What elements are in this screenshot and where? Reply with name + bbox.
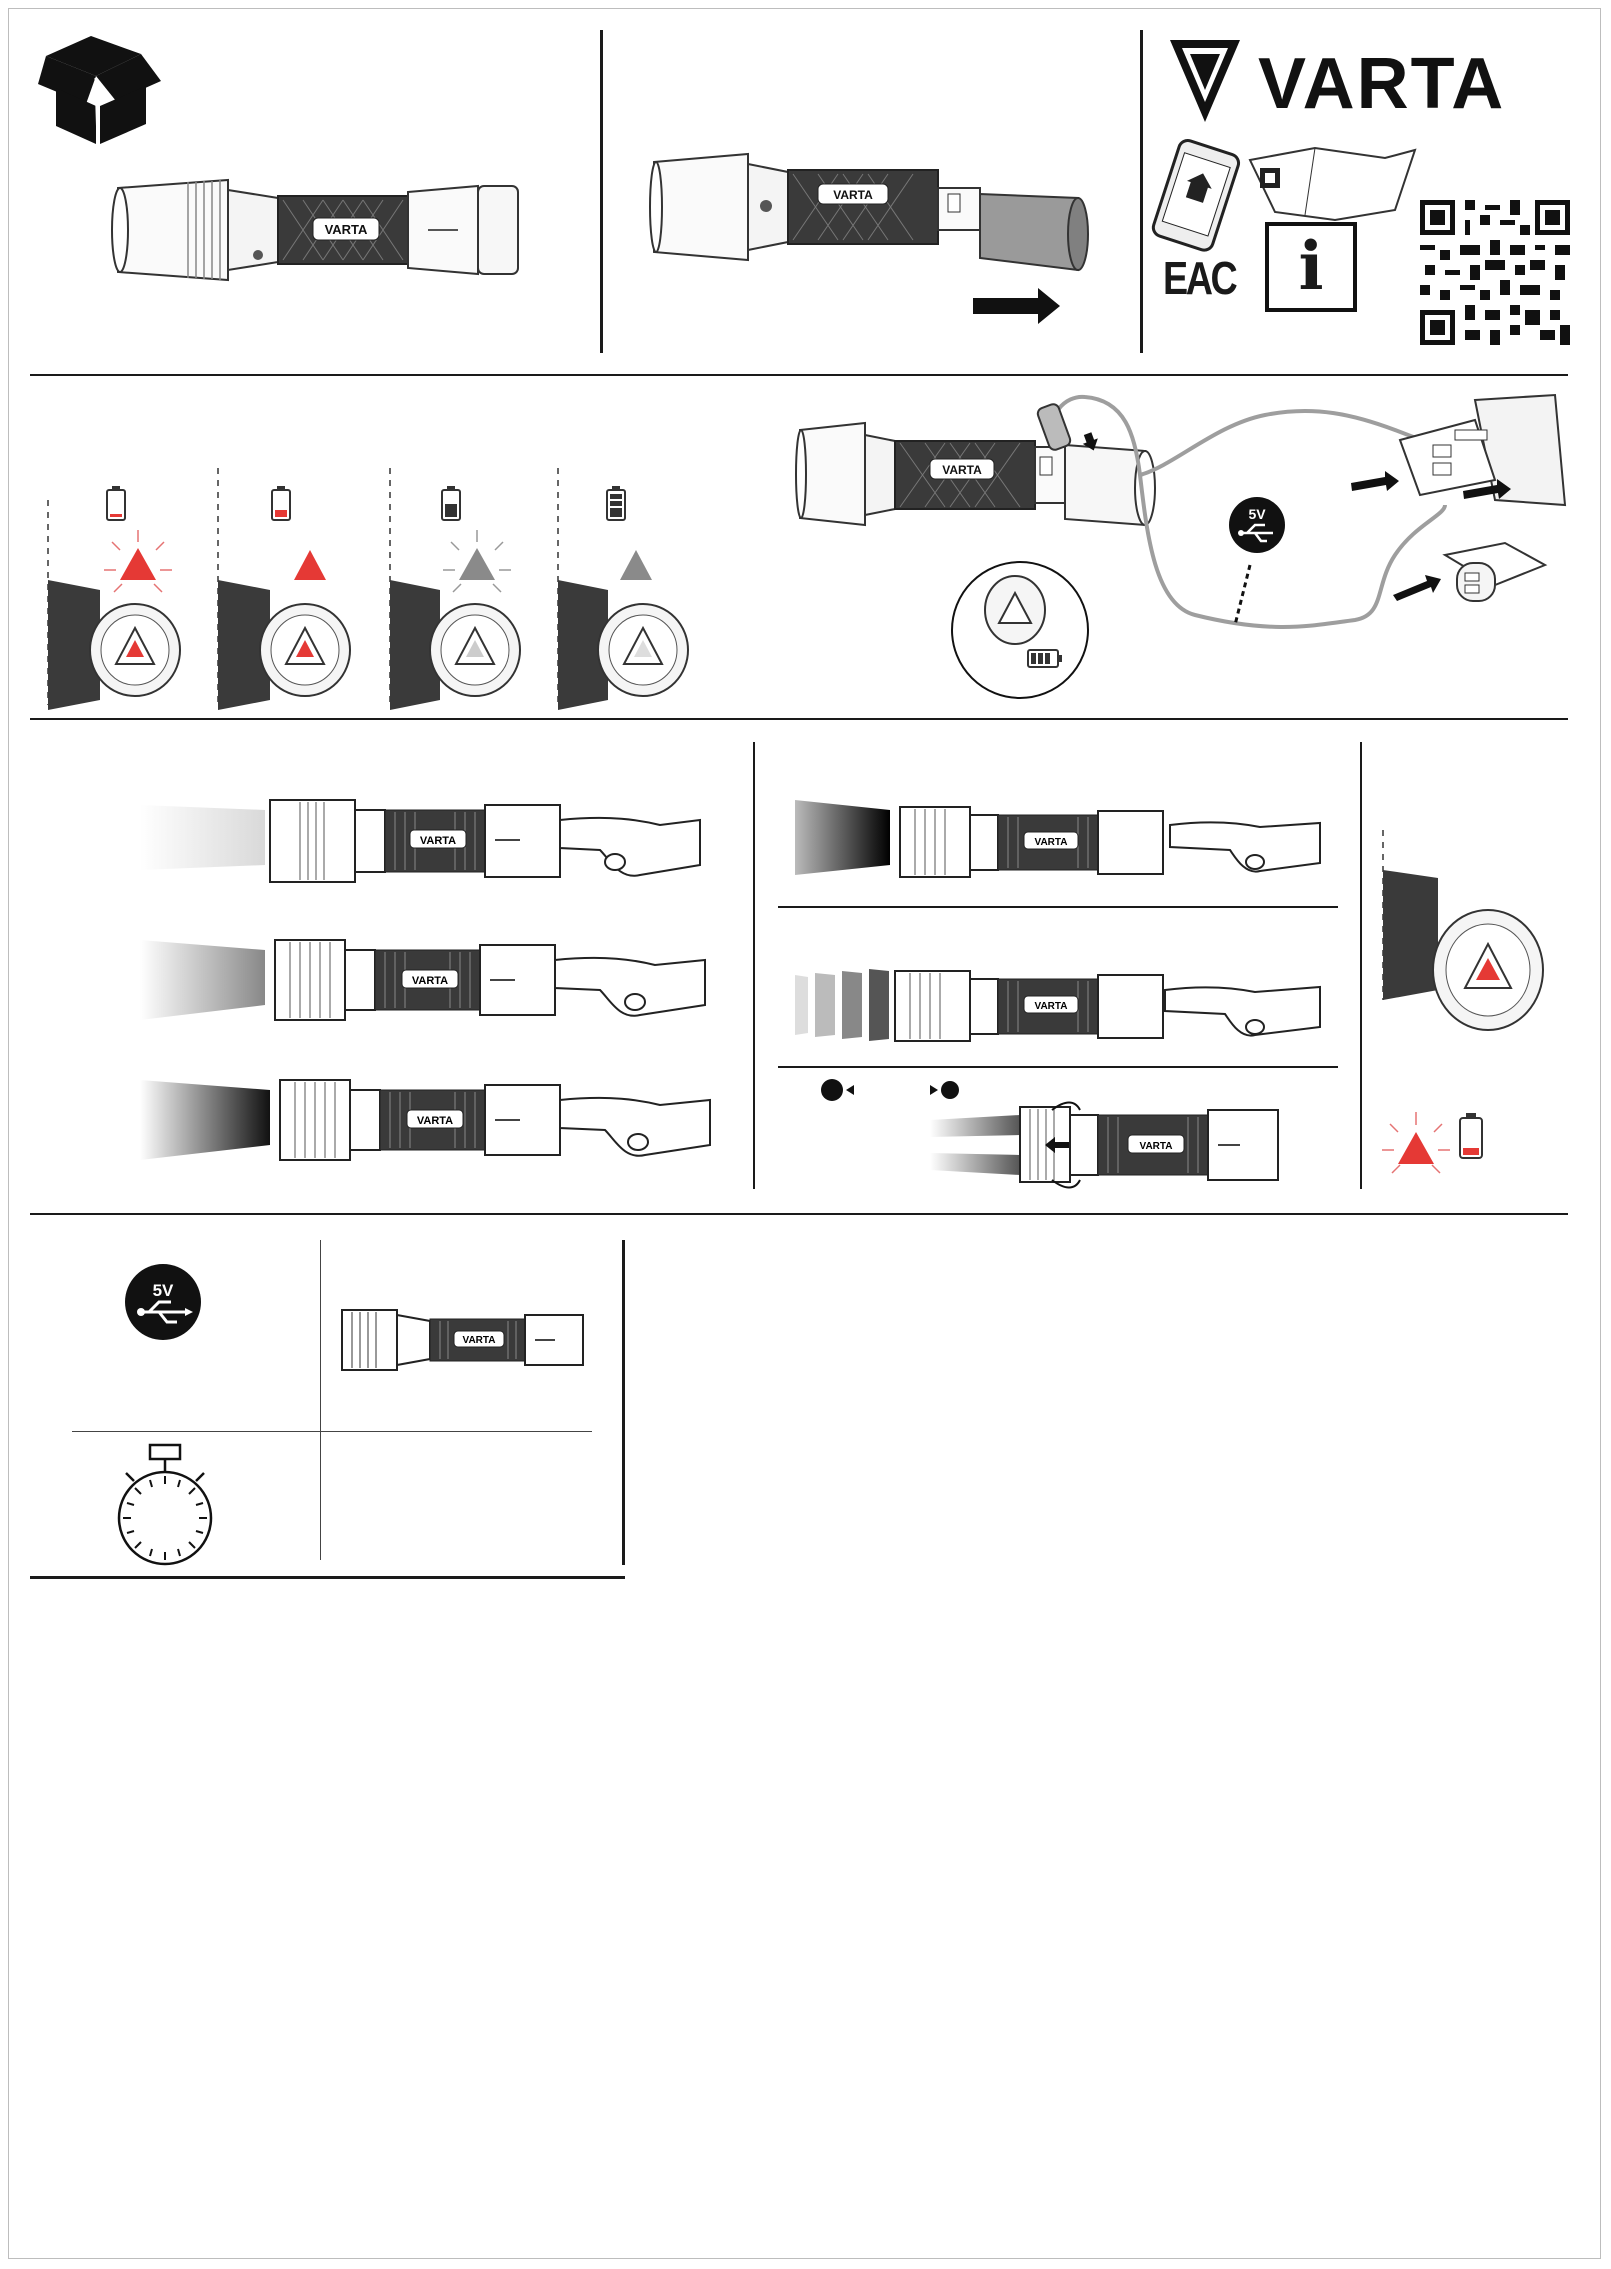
section-rule-3: [30, 1213, 1568, 1215]
top-divider-2: [1140, 30, 1143, 353]
product-label-5: VARTA: [411, 975, 449, 987]
product-label-9: VARTA: [1139, 1141, 1173, 1152]
product-label-4: VARTA: [419, 835, 457, 847]
top-divider-1: [600, 30, 603, 353]
special-mode-panel: [790, 795, 1350, 1185]
specs-right-border: [622, 1240, 625, 1565]
red-blink-triangle-icon: [104, 530, 172, 592]
product-label-10: VARTA: [462, 1335, 496, 1346]
strobe-beam-icon: [795, 969, 889, 1041]
arrow-right-icon: [973, 288, 1060, 324]
press-mode-panel: [140, 790, 720, 1180]
warning-triangle-icon: [1382, 1112, 1450, 1173]
product-label-8: VARTA: [1034, 1001, 1068, 1012]
battery-empty-icon: [107, 486, 125, 520]
info-symbol: i: [1298, 227, 1324, 305]
usb-5v-icon: [123, 1262, 203, 1342]
low-battery-warning-panel: [1378, 820, 1558, 1190]
spot-icon: [821, 1079, 854, 1101]
qr-code-icon: [1420, 200, 1570, 345]
product-label-6: VARTA: [416, 1115, 454, 1127]
battery-full-icon: [607, 486, 625, 520]
arrow-into-adapter-icon: [1351, 471, 1399, 491]
red-triangle-icon: [294, 550, 326, 580]
section-rule-2: [30, 718, 1568, 720]
modes-divider-1: [753, 742, 755, 1189]
tail-cap-2: [218, 580, 350, 710]
specs-hline: [72, 1431, 592, 1432]
tail-cap-4: [558, 580, 688, 710]
mode-strobe-row: [795, 969, 1320, 1041]
battery-indicator-panel: [40, 460, 700, 710]
info-icon: [1265, 222, 1357, 312]
gray-blink-triangle-icon: [443, 530, 511, 592]
varta-wordmark: VARTA: [1258, 44, 1506, 124]
focus-row: [821, 1079, 1278, 1188]
flashlight-closed-illustration: [108, 160, 528, 300]
battery-low-icon: [272, 486, 290, 520]
usb-badge-voltage: 5V: [1248, 506, 1266, 522]
product-label-7: VARTA: [1034, 837, 1068, 848]
product-label-1: VARTA: [324, 222, 368, 237]
mode-high-row: [140, 1080, 710, 1160]
section-rule-1: [30, 374, 1568, 376]
charging-panel: [795, 385, 1575, 710]
usb-icon-voltage: 5V: [152, 1281, 174, 1300]
battery-icon: [1028, 650, 1062, 667]
flashlight-open-cap-illustration: [648, 140, 1088, 330]
mode-max-row: [795, 800, 1320, 877]
eac-icon: [1163, 248, 1236, 308]
eac-text: EAC: [1163, 252, 1236, 304]
specs-bottom-border: [30, 1576, 625, 1579]
usb-5v-badge-icon: [1229, 497, 1285, 553]
varta-logo: [1170, 40, 1570, 130]
car-adapter-icon: [1445, 543, 1545, 601]
modes-divider-2: [1360, 742, 1362, 1189]
battery-low-warning-icon: [1460, 1113, 1482, 1158]
mode-medium-row: [140, 940, 705, 1020]
flashlight-spec-illustration: [340, 1305, 590, 1375]
mode-low-row: [140, 800, 700, 882]
stopwatch-icon: [112, 1443, 222, 1568]
tail-cap-3: [390, 580, 520, 710]
flood-icon: [930, 1081, 959, 1099]
product-label-3: VARTA: [942, 463, 982, 477]
box-icon: [36, 26, 166, 146]
specs-vline: [320, 1240, 321, 1560]
battery-medium-icon: [442, 486, 460, 520]
tail-cap-1: [48, 580, 180, 710]
product-label-2: VARTA: [833, 188, 873, 202]
arrow-into-car-adapter-icon: [1393, 575, 1441, 601]
gray-triangle-icon: [620, 550, 652, 580]
